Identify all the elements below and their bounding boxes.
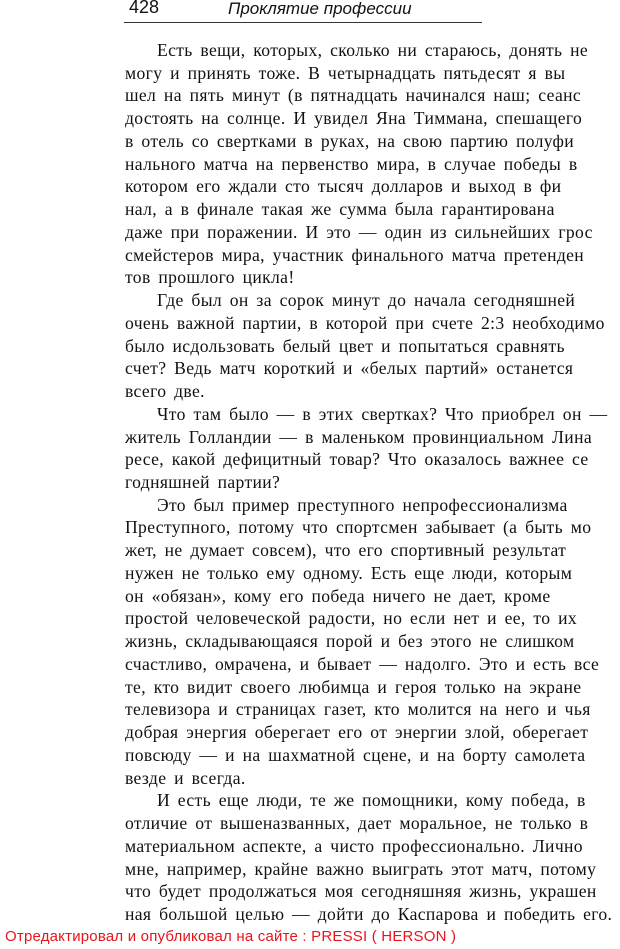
text-line: Где был он за сорок минут до начала сегодняшней [157, 290, 576, 310]
text-line: ная большой целью — дойти до Каспарова и победить его. [125, 904, 613, 924]
text-line: Есть вещи, которых, сколько ни стараюсь, донять не [157, 40, 589, 60]
text-line: тов прошлого цикла! [125, 267, 295, 287]
text-line: И есть еще люди, те же помощники, кому победа, в [157, 790, 586, 810]
text-line: телевизора и страницах газет, кто молится на него и чья [125, 699, 591, 719]
text-line: нужен не только ему одному. Есть еще люди, которым [125, 563, 573, 583]
text-line: жет, не думает совсем), что его спортивный результат [125, 540, 567, 560]
text-line: он «обязан», кому его победа ничего не дает, кроме [125, 586, 551, 606]
text-line: всего две. [125, 381, 205, 401]
page-number: 428 [129, 0, 160, 17]
text-line: повсюду — и на шахматной сцене, и на борту самолета [125, 745, 586, 765]
text-line: очень важной партии, в которой при счете 2:3 необходимо [125, 313, 605, 333]
text-line: отличие от вышеназванных, дает моральное, не только в [125, 813, 589, 833]
text-line: простой человеческой радости, но если нет и ее, то их [125, 608, 578, 628]
text-line: что будет продолжаться моя сегодняшняя жизнь, украшен [125, 881, 597, 901]
text-line: счет? Ведь матч короткий и «белых партий» останется [125, 358, 574, 378]
text-line: везде и всегда. [125, 768, 246, 788]
text-line: Что там было — в этих свертках? Что приобрел он — [157, 404, 608, 424]
text-line: мне, например, крайне важно выиграть этот матч, потому [125, 859, 597, 879]
text-line: житель Голландии — в маленьком провинциальном Лина [125, 427, 593, 447]
text-line: в отель со свертками в руках, на свою партию полуфи [125, 131, 575, 151]
text-line: те, кто видит своего любимца и героя только на экране [125, 677, 582, 697]
text-line: годняшней партии? [125, 472, 281, 492]
publisher-footer: Отредактировал и опубликовал на сайте : PRESSI ( HERSON ) [5, 928, 457, 945]
text-line: материальном аспекте, а чисто профессионально. Лично [125, 836, 583, 856]
text-line: котором его ждали сто тысяч долларов и выход в фи [125, 176, 562, 196]
text-line: смейстеров мира, участник финального матча претенден [125, 245, 585, 265]
text-line: было исдользовать белый цвет и попытаться сравнять [125, 336, 565, 356]
text-line: добрая энергия оберегает его от энергии злой, оберегает [125, 722, 589, 742]
text-line: даже при поражении. И это — один из сильнейших грос [125, 222, 593, 242]
running-title: Проклятие профессии [228, 0, 412, 18]
text-line: счастливо, омрачена, и бывает — надолго. Это и есть все [125, 654, 600, 674]
text-line: Преступного, потому что спортсмен забывает (а быть мо [125, 517, 592, 537]
text-line: нального матча на первенство мира, в случае победы в [125, 154, 578, 174]
text-line: Это был пример преступного непрофессионализма [157, 495, 568, 515]
text-line: могу и принять тоже. В четырнадцать пятьдесят я вы [125, 63, 566, 83]
text-line: шел на пять минут (в пятнадцать начинался наш; сеанс [125, 85, 582, 105]
text-line: ресе, какой дефицитный товар? Что оказалось важнее се [125, 449, 589, 469]
text-line: достоять на солнце. И увидел Яна Тиммана, спешащего [125, 108, 583, 128]
text-line: жизнь, складывающаяся порой и без этого не слишком [125, 631, 575, 651]
text-line: нал, а в финале такая же сумма была гарантирована [125, 199, 555, 219]
